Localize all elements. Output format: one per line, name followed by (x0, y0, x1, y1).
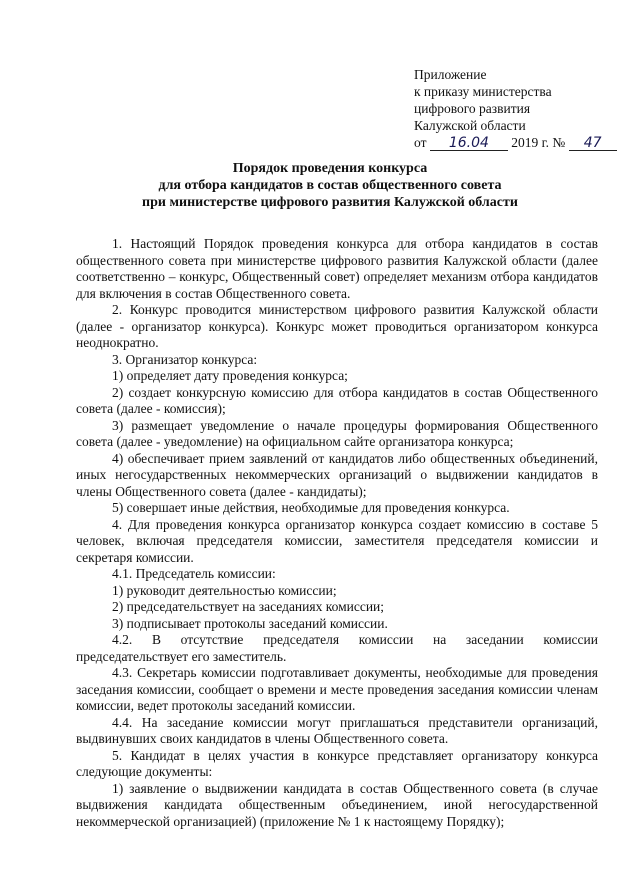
document-body (76, 236, 598, 830)
appendix-date-line (414, 134, 624, 151)
paragraph: 2) создает конкурсную комиссию для отбора кандидатов в состав Общественного совета (далее - комиссия); (76, 384, 598, 416)
date-year: 2019 г. № (511, 135, 566, 150)
title-line: для отбора кандидатов в состав общественного совета (158, 178, 502, 193)
title-line: при министерстве цифрового развития Калужской области (142, 195, 518, 210)
paragraph: 3) размещает уведомление о начале процедуры формирования Общественного совета (далее - уведомление) на официальном сайте организатора конкурса; (76, 417, 598, 449)
paragraph: 1) определяет дату проведения конкурса; (112, 368, 348, 383)
handwritten-date: 16.04 (430, 136, 508, 151)
handwritten-number: 47 (569, 136, 617, 151)
paragraph: 2) председательствует на заседаниях комиссии; (112, 599, 385, 614)
paragraph: 3. Организатор конкурса: (112, 351, 258, 367)
paragraph: 2. Конкурс проводится министерством цифрового развития Калужской области (далее - организатор конкурса). Конкурс может проводиться организатором конкурса неоднократно. (76, 302, 598, 350)
document-title (60, 160, 600, 211)
appendix-line: Приложение (414, 67, 487, 82)
paragraph: 4.1. Председатель комиссии: (112, 566, 276, 581)
paragraph: 4. Для проведения конкурса организатор конкурса создает комиссию в составе 5 человек, включая председателя комиссии, заместителя председателя комиссии и секретаря комиссии. (76, 516, 598, 565)
paragraph: 1) руководит деятельностью комиссии; (112, 582, 337, 598)
appendix-line: к приказу министерства (414, 84, 552, 99)
paragraph: 4.2. В отсутствие председателя комиссии на заседании комиссии председательствует его заместитель. (76, 632, 598, 664)
appendix-block (414, 66, 624, 151)
paragraph: 1. Настоящий Порядок проведения конкурса для отбора кандидатов в состав общественного совета при министерстве цифрового развития Калужской области (далее соответственно – конкурс, Общественный совет) определяет механизм отбора кандидатов для включения в состав Общественного совета. (76, 236, 598, 301)
paragraph: 3) подписывает протоколы заседаний комиссии. (112, 615, 388, 631)
paragraph: 4) обеспечивает прием заявлений от кандидатов либо общественных объединений, иных негосударственных некоммерческих организаций о выдвижении кандидатов в члены Общественного совета (далее - кандидаты); (76, 450, 598, 499)
paragraph: 5) совершает иные действия, необходимые для проведения конкурса. (112, 500, 510, 515)
date-prefix: от (414, 135, 427, 150)
paragraph: 5. Кандидат в целях участия в конкурсе представляет организатору конкурса следующие документы: (76, 747, 598, 779)
title-line: Порядок проведения конкурса (232, 161, 428, 176)
paragraph: 4.4. На заседание комиссии могут приглашаться представители организаций, выдвинувших своих кандидатов в члены Общественного совета. (76, 714, 598, 746)
paragraph: 1) заявление о выдвижении кандидата в состав Общественного совета (в случае выдвижения кандидата общественным объединением, иной негосударственной некоммерческой организацией) (приложение № 1 к настоящему Порядку); (76, 780, 598, 829)
appendix-line: цифрового развития (414, 101, 531, 116)
paragraph: 4.3. Секретарь комиссии подготавливает документы, необходимые для проведения заседания комиссии, сообщает о времени и месте проведения заседания комиссии членам комиссии, ведет протоколы заседаний комиссии. (76, 665, 598, 713)
appendix-line: Калужской области (414, 118, 526, 133)
